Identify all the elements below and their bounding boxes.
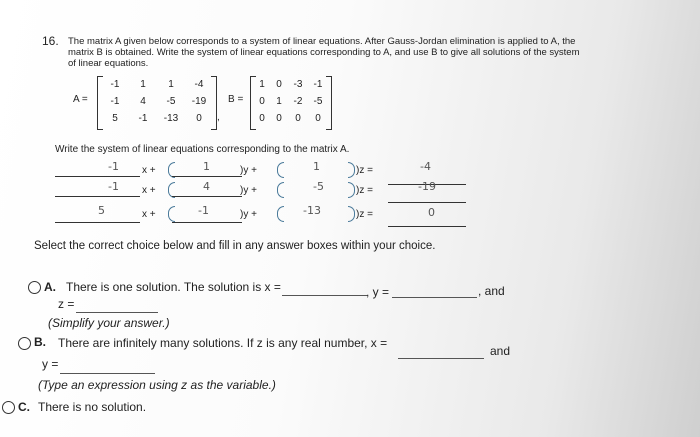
eq3-x-coef[interactable]: 5 [98, 204, 105, 217]
eq2-x-label: x + [142, 185, 156, 196]
choice-a-text: There is one solution. The solution is x = [66, 280, 281, 294]
choice-a-x-input[interactable] [282, 295, 367, 296]
matrix-a-cell: -1 [110, 96, 120, 107]
problem-number: 16. [42, 34, 59, 48]
choice-a-z-input[interactable] [76, 312, 158, 313]
matrix-b [250, 76, 332, 130]
matrix-b-cell: 1 [259, 79, 265, 90]
matrix-a-cell: -1 [110, 79, 120, 90]
eq1-y-coef[interactable]: 1 [203, 160, 210, 173]
eq3-rhs-underline [388, 226, 466, 227]
eq3-rhs[interactable]: 0 [428, 206, 435, 219]
choice-b-hint: (Type an expression using z as the variable.) [38, 378, 276, 392]
eq3-z-coef[interactable]: -13 [303, 204, 321, 217]
matrix-a-cell: -5 [166, 96, 176, 107]
eq2-rhs-underline [388, 202, 466, 203]
choice-c-radio[interactable] [2, 401, 15, 414]
choice-b-letter: B. [34, 335, 46, 349]
matrix-a-cell: 1 [168, 79, 174, 90]
eq1-y-underline [172, 176, 242, 177]
matrix-a-cell: -13 [163, 113, 179, 124]
matrix-a-cell: -19 [191, 96, 207, 107]
matrix-a [97, 76, 217, 130]
matrix-a-cell: 5 [112, 113, 118, 124]
matrix-b-cell: 0 [276, 79, 282, 90]
choice-b-text: There are infinitely many solutions. If z is any real number, x = [58, 336, 388, 350]
matrix-b-label: B = [228, 94, 244, 105]
matrix-a-label: A = [73, 94, 88, 105]
eq3-x-label: x + [142, 209, 156, 220]
choice-b-radio[interactable] [18, 337, 31, 350]
choice-a-and: , and [478, 284, 505, 298]
matrix-a-cell: 0 [196, 113, 202, 124]
eq2-zparen-right [348, 182, 355, 198]
choice-b-y-label: y = [42, 357, 59, 371]
choice-a-letter: A. [44, 280, 56, 294]
eq3-z-label: )z = [356, 209, 373, 220]
matrix-b-cell: 0 [276, 113, 282, 124]
choice-a-radio[interactable] [28, 281, 41, 294]
problem-text-line2: matrix B is obtained. Write the system of linear equations corresponding to A, and use B to give all solutions of the system [68, 47, 580, 58]
eq3-zparen-left [277, 206, 284, 222]
eq3-x-underline [55, 222, 140, 223]
choice-b-y-input[interactable] [60, 373, 155, 374]
eq2-z-coef[interactable]: -5 [313, 180, 324, 193]
eq1-x-underline [55, 176, 140, 177]
eq3-y-coef[interactable]: -1 [198, 204, 209, 217]
eq2-zparen-left [277, 182, 284, 198]
matrix-b-cell: -3 [293, 79, 303, 90]
matrix-a-cell: 1 [140, 79, 146, 90]
eq2-y-underline [172, 196, 242, 197]
eq1-y-label: )y + [240, 165, 257, 176]
eq1-zparen-right [348, 162, 355, 178]
eq1-zparen-left [277, 162, 284, 178]
matrix-b-cell: 0 [259, 113, 265, 124]
problem-text-line3: of linear equations. [68, 58, 149, 69]
matrix-a-comma: , [217, 112, 220, 123]
matrix-b-cell: 1 [276, 96, 282, 107]
eq2-x-coef[interactable]: -1 [108, 180, 119, 193]
choice-a-y-input[interactable] [392, 297, 477, 298]
eq1-x-coef[interactable]: -1 [108, 160, 119, 173]
eq1-z-label: )z = [356, 165, 373, 176]
choice-a-y-label: , y = [366, 285, 390, 299]
choice-a-hint: (Simplify your answer.) [48, 316, 170, 330]
eq2-y-label: )y + [240, 185, 257, 196]
matrix-b-cell: -1 [313, 79, 323, 90]
matrix-b-cell: 0 [315, 113, 321, 124]
eq3-y-label: )y + [240, 209, 257, 220]
eq3-y-underline [172, 222, 242, 223]
matrix-a-cell: 4 [140, 96, 146, 107]
matrix-a-cell: -4 [194, 79, 204, 90]
eq2-rhs[interactable]: -19 [418, 180, 436, 193]
eq1-rhs[interactable]: -4 [420, 160, 431, 173]
eq1-z-coef[interactable]: 1 [313, 160, 320, 173]
select-choice-instruction: Select the correct choice below and fill in any answer boxes within your choice. [34, 240, 436, 252]
matrix-b-cell: -2 [293, 96, 303, 107]
matrix-a-cell: -1 [138, 113, 148, 124]
matrix-b-cell: 0 [295, 113, 301, 124]
choice-b-x-input[interactable] [398, 358, 484, 359]
eq1-x-label: x + [142, 165, 156, 176]
choice-c-letter: C. [18, 400, 30, 414]
choice-b-and: and [490, 344, 511, 358]
choice-a-z-label: z = [58, 297, 75, 311]
problem-text-line1: The matrix A given below corresponds to a system of linear equations. After Gauss-Jordan elimination is applied to A, the [68, 36, 576, 47]
eq2-z-label: )z = [356, 185, 373, 196]
matrix-b-cell: -5 [313, 96, 323, 107]
eq2-y-coef[interactable]: 4 [203, 180, 210, 193]
eq2-x-underline [55, 196, 140, 197]
section-write-system: Write the system of linear equations corresponding to the matrix A. [55, 144, 350, 155]
matrix-b-cell: 0 [259, 96, 265, 107]
eq3-paren-left [168, 206, 175, 222]
choice-c-text: There is no solution. [38, 400, 147, 414]
eq3-zparen-right [348, 206, 355, 222]
